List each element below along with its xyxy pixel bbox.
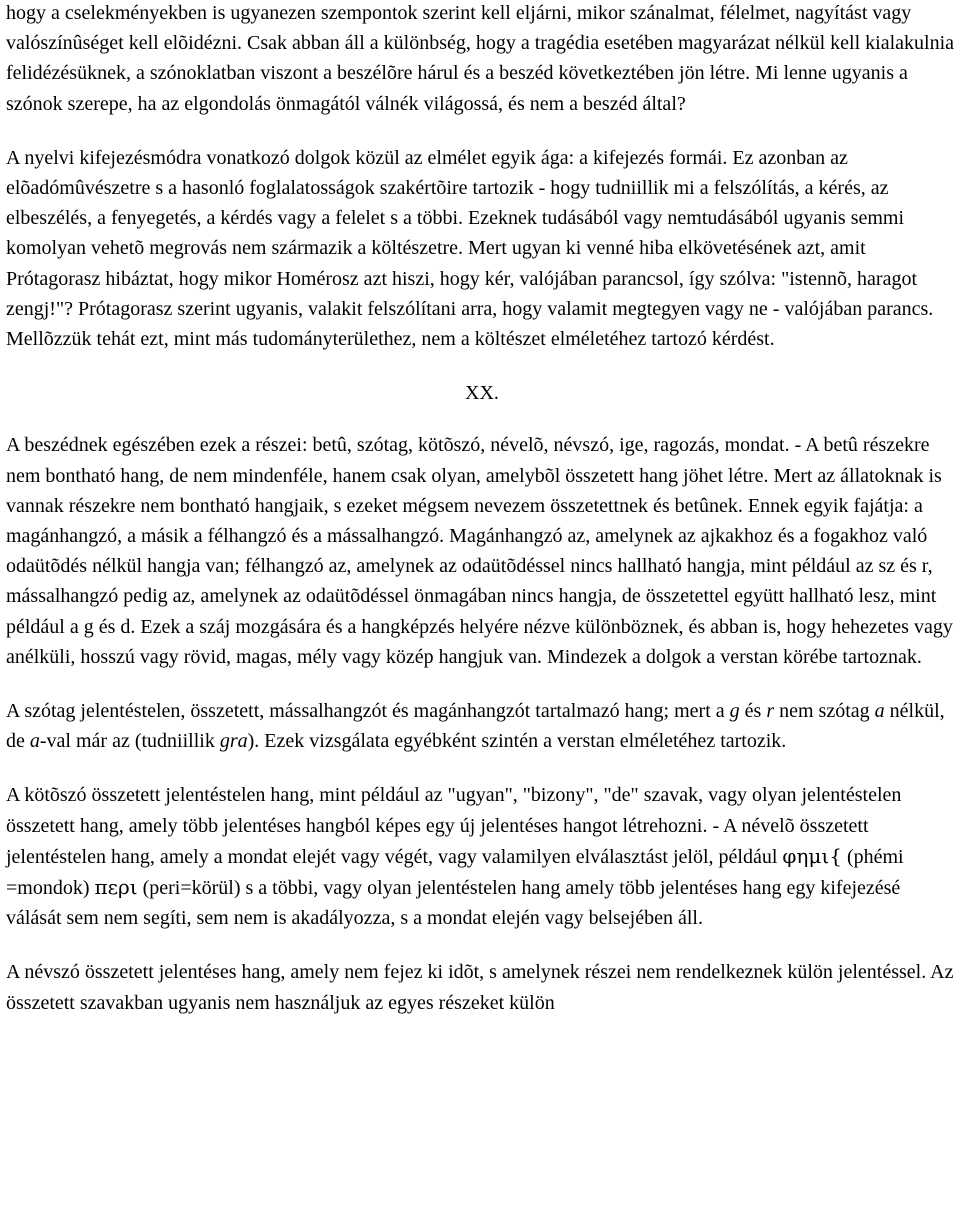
text-segment: és — [739, 700, 767, 723]
text-segment: A szótag jelentéstelen, összetett, mássalhangzót és magánhangzót tartalmazó hang; mert a — [6, 700, 730, 723]
italic-word: gra — [219, 730, 248, 753]
greek-word: φημι{ — [782, 843, 842, 868]
italic-letter: r — [766, 700, 775, 723]
document-body — [6, 0, 958, 1042]
italic-letter: a — [874, 700, 885, 723]
italic-letter: g — [729, 700, 740, 723]
chapter-heading: XX. — [465, 382, 499, 405]
text-segment: -val már az (tudniillik — [39, 730, 220, 753]
italic-letter: a — [29, 730, 40, 753]
greek-word: περι — [94, 875, 138, 900]
paragraph-expression-forms: A nyelvi kifejezésmódra vonatkozó dolgok közül az elmélet egyik ága: a kifejezés formái. Ez azonban az elõadómûvészetre s a hasonló foglalatosságok szakértõire tartozik - hogy tudniillik mi a felszólítás, a kérés, az elbeszélés, a fenyegetés, a kérdés vagy a felelet s a többi. Ezeknek tudásából vagy nemtudásából ugyanis semmi komolyan vehetõ megrovás nem származik a költészetre. Mert ugyan ki venné hiba elkövetésének azt, amit Prótagorasz hibáztat, hogy mikor Homérosz azt hiszi, hogy kér, valójában parancsol, így szólva: "istennõ, haragot zengj!"? Prótagorasz szerint ugyanis, valakit felszólítani arra, hogy valamit megtegyen vagy ne - valójában parancs. Mellõzzük tehát ezt, mint más tudományterülethez, nem a költészet elméletéhez tartozó kérdést. — [6, 146, 934, 351]
text-segment: nem szótag — [774, 700, 875, 723]
paragraph-syllable — [6, 696, 958, 756]
text-segment: (peri=körül) s a többi, vagy olyan jelentéstelen hang amely több jelentéses hang egy kifejezésé válását sem nem segíti, sem nem is akadályozza, s a mondat elején vagy belsejében áll. — [6, 877, 901, 930]
text-segment: A kötõszó összetett jelentéstelen hang, mint például az "ugyan", "bizony", "de" szavak, vagy olyan jelentéstelen összetett hang, amely több jelentéses hangból képes egy új jelentéses hangot létrehozni. - A névelõ összetett jelentéstelen hang, amely a mondat elejét vagy végét, vagy valamilyen elválasztást jelöl, például — [6, 784, 902, 868]
paragraph-intro: hogy a cselekményekben is ugyanezen szempontok szerint kell eljárni, mikor szánalmat, félelmet, nagyítást vagy valószínûséget kell elõidézni. Csak abban áll a különbség, hogy a tragédia esetében magyarázat nélkül kell kialakulnia felidézésüknek, a szónoklatban viszont a beszélõre hárul és a beszéd következtében jön létre. Mi lenne ugyanis a szónok szerepe, ha az elgondolás önmagától válnék világossá, és nem a beszéd által? — [6, 2, 954, 115]
paragraph-conjunction — [6, 780, 958, 933]
paragraph-speech-parts: A beszédnek egészében ezek a részei: betû, szótag, kötõszó, névelõ, névszó, ige, ragozás, mondat. - A betû részekre nem bontható hang, de nem mindenféle, hanem csak olyan, amelybõl összetett hang jöhet létre. Mert az állatoknak is vannak részekre nem bontható hangjaik, s ezeket mégsem nevezem összetettnek és betûnek. Ennek egyik fajátja: a magánhangzó, a másik a félhangzó és a mássalhangzó. Magánhangzó az, amelynek az ajkakhoz és a fogakhoz való odaütõdés nélkül hangja van; félhangzó az, amelynek az odaütõdéssel nincs hallható hangja, mint például az sz és r, mássalhangzó pedig az, amelynek az odaütõdéssel önmagában nincs hangja, de összetettel együtt hallható lesz, mint például a g és d. Ezek a száj mozgására és a hangképzés helyére nézve különböznek, és abban is, hogy hehezetes vagy anélküli, hosszú vagy rövid, magas, mély vagy közép hangjuk van. Mindezek a dolgok a verstan körébe tartoznak. — [6, 434, 953, 668]
text-segment: (phémi =mondok) — [6, 845, 904, 900]
text-segment: ). Ezek vizsgálata egyébként szintén a verstan elméletéhez tartozik. — [247, 730, 787, 753]
text-segment: nélkül, de — [6, 700, 945, 753]
paragraph-noun: A névszó összetett jelentéses hang, amely nem fejez ki idõt, s amelynek részei nem rendelkeznek külön jelentéssel. Az összetett szavakban ugyanis nem használjuk az egyes részeket külön — [6, 961, 954, 1014]
